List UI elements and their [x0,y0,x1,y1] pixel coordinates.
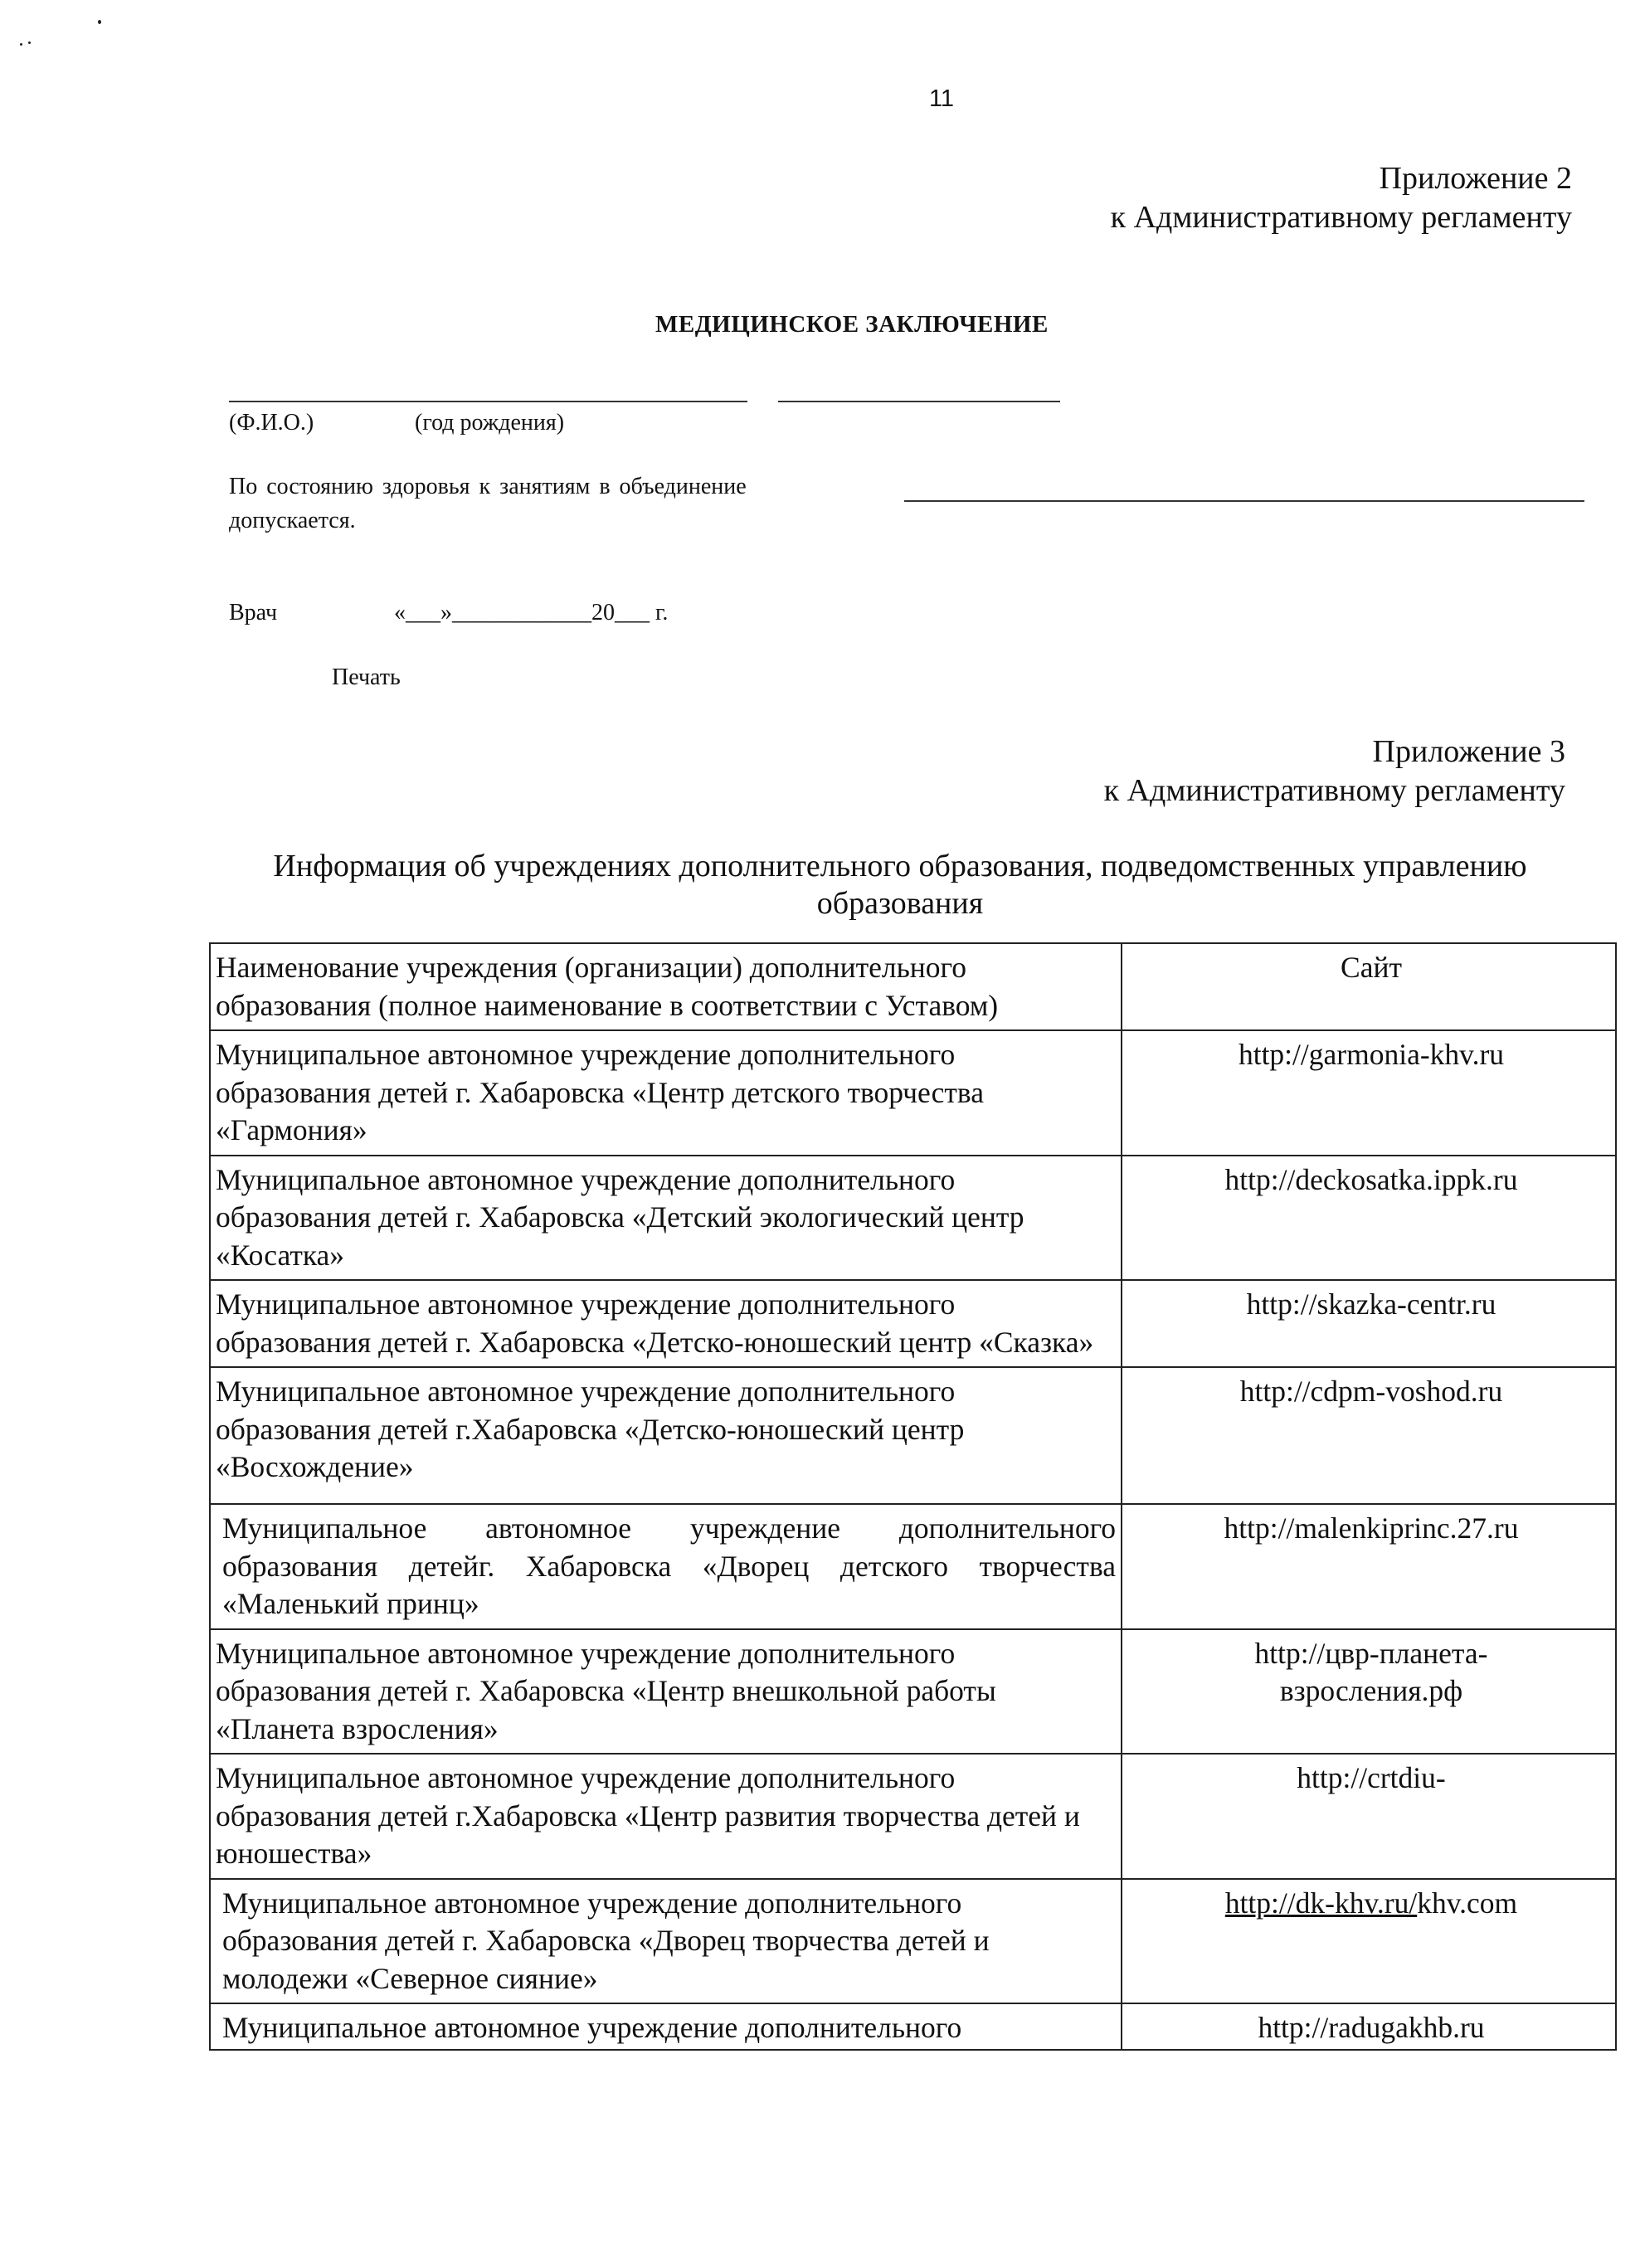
institution-name: Муниципальное автономное учреждение дополнительного образования детей г. Хабаровска «Дворец творчества детей и молодежи «Северное сияние» [210,1879,1122,2004]
table-row [210,1879,1616,2004]
institution-site[interactable]: http://malenkiprinc.27.ru [1122,1504,1616,1629]
page-number: 11 [928,85,955,112]
table-row [210,2003,1616,2050]
institution-site[interactable] [1122,1629,1616,1755]
institution-site[interactable]: http://skazka-centr.ru [1122,1280,1616,1367]
date-field: «___»____________20___ г. [394,600,669,625]
appendix-2-reference: к Административному регламенту [1110,200,1572,235]
site-line-2: взросления.рф [1279,1674,1463,1707]
header-name-cell: Наименование учреждения (организации) дополнительного образования (полное наименование в соответствии с Уставом) [210,943,1122,1030]
info-title-line-2: образования [816,886,984,921]
scan-speck [28,41,31,44]
fio-blank-line [229,401,747,402]
institution-name: Муниципальное автономное учреждение дополнительного [210,2003,1122,2050]
institution-name: Муниципальное автономное учреждение дополнительного образования детей г. Хабаровска «Центр детского творчества «Гармония» [210,1030,1122,1156]
institution-name: Муниципальное автономное учреждение дополнительного образования детей г.Хабаровска «Детско-юношеский центр «Восхождение» [210,1367,1122,1504]
scan-speck [98,20,101,24]
site-link-underlined[interactable]: http://dk-khv.ru/ [1224,1886,1418,1920]
table-header-row [210,943,1616,1030]
institution-site[interactable]: http://garmonia-khv.ru [1122,1030,1616,1156]
institution-name: Муниципальное автономное учреждение дополнительного образования детей г. Хабаровска «Детский экологический центр «Косатка» [210,1156,1122,1281]
institution-name: Муниципальное автономное учреждение дополнительного образования детей г.Хабаровска «Центр развития творчества детей и юношества» [210,1754,1122,1879]
header-site-label: Сайт [1341,951,1402,984]
site-link-multiline[interactable] [1255,1635,1488,1711]
scan-speck [20,43,22,46]
medical-conclusion-title: МЕДИЦИНСКОЕ ЗАКЛЮЧЕНИЕ [655,311,1049,338]
health-statement: По состоянию здоровья к занятиям в объединение [229,474,747,499]
admitted-text: допускается. [229,508,356,533]
appendix-2-header [1111,159,1572,237]
birth-year-label: (год рождения) [415,410,565,436]
table-row [210,1629,1616,1755]
association-blank-line [904,500,1584,502]
institutions-info-title [199,848,1601,922]
institution-name: Муниципальное автономное учреждение дополнительного образования детей г. Хабаровска «Детско-юношеский центр «Сказка» [210,1280,1122,1367]
info-title-line-1: Информация об учреждениях дополнительного образования, подведомственных управлению [273,849,1527,883]
institution-site[interactable] [1122,1879,1616,2004]
table-row [210,1156,1616,1281]
table-row [210,1367,1616,1504]
fio-label: (Ф.И.О.) [229,410,314,436]
institutions-table [209,942,1617,2051]
appendix-3-header [1104,732,1565,810]
table-row [210,1754,1616,1879]
institution-name: Муниципальное автономное учреждение дополнительного образования детей г. Хабаровска «Центр внешкольной работы «Планета взросления» [210,1629,1122,1755]
site-line-1: http://цвр-планета- [1254,1636,1488,1670]
institution-site[interactable]: http://cdpm-voshod.ru [1122,1367,1616,1504]
institution-site[interactable]: http://crtdiu- [1122,1754,1616,1879]
table-row [210,1504,1616,1629]
appendix-3-reference: к Административному регламенту [1103,773,1565,808]
doctor-label: Врач [229,600,278,625]
header-site-cell [1122,943,1616,1030]
institution-site[interactable]: http://radugakhb.ru [1122,2003,1616,2050]
birth-year-blank-line [778,401,1060,402]
appendix-2-label: Приложение 2 [1379,161,1572,196]
institution-site[interactable]: http://deckosatka.ippk.ru [1122,1156,1616,1281]
table-row [210,1280,1616,1367]
stamp-label: Печать [332,664,401,690]
site-link-tail: khv.com [1417,1886,1518,1920]
table-row [210,1030,1616,1156]
appendix-3-label: Приложение 3 [1372,734,1565,769]
institution-name: Муниципальное автономное учреждение дополнительного образования детейг. Хабаровска «Дворец детского творчества «Маленький принц» [210,1504,1122,1629]
